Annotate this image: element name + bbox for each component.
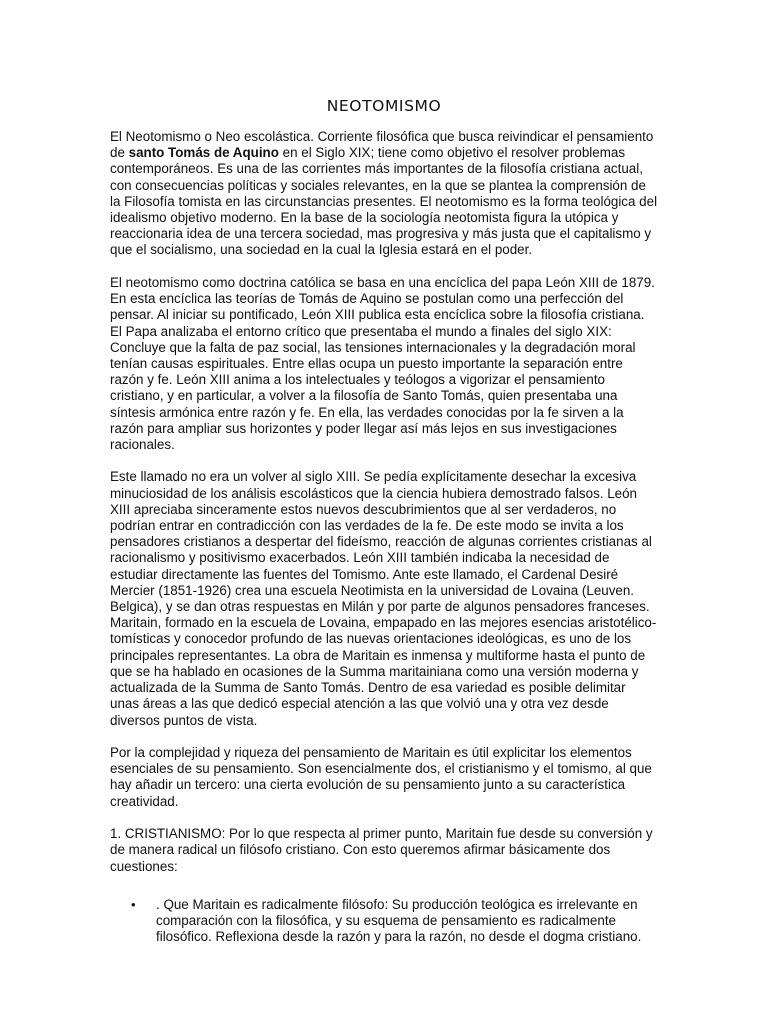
paragraph-enciclica: El neotomismo como doctrina católica se basa en una encíclica del papa León XIII de 1879. En esta encíclica las teorías de Tomás de Aquino se postulan como una perfección del pensar. Al iniciar su pontificado, León XIII publica esta encíclica sobre la filosofía cristiana. El Papa analizaba el entorno crítico que presentaba el mundo a finales del siglo XIX: Concluye que la falta de paz social, las tensiones internacionales y la degradación moral tenían causas espirituales. Entre ellas ocupa un puesto importante la separación entre razón y fe. León XIII anima a los intelectuales y teólogos a vigorizar el pensamiento cristiano, y en particular, a volver a la filosofía de Santo Tomás, quien presentaba una síntesis armónica entre razón y fe. En ella, las verdades conocidas por la fe sirven a la razón para ampliar sus horizontes y poder llegar así más lejos en sus investigaciones racionales. (110, 274, 655, 452)
bold-name-santo-tomas: santo Tomás de Aquino (128, 145, 279, 161)
bullet-list (110, 897, 658, 946)
paragraph-cristianismo: 1. CRISTIANISMO: Por lo que respecta al primer punto, Maritain fue desde su conversión y de manera radical un filósofo cristiano. Con esto queremos afirmar básicamente dos cuestiones: (110, 826, 653, 874)
paragraph-intro-start: El Neotomismo o Neo escolástica. Corriente filosófica que busca reivindicar el pensamiento de (110, 129, 654, 161)
document-title: NEOTOMISMO (326, 97, 442, 115)
paragraph-llamado: Este llamado no era un volver al siglo XIII. Se pedía explícitamente desechar la excesiva minuciosidad de los análisis escolásticos que la ciencia hubiera demostrado falsos. León XIII apreciaba sinceramente estos nuevos descubrimientos que al ser verdaderos, no podrían entrar en contradicción con las verdades de la fe. De este modo se invita a los pensadores cristianos a despertar del fideísmo, reacción de algunas corrientes cristianas al racionalismo y positivismo exacerbados. León XIII también indicaba la necesidad de estudiar directamente las fuentes del Tomismo. Ante este llamado, el Cardenal Desiré Mercier (1851-1926) crea una escuela Neotimista en la universidad de Lovaina (Leuven. Belgica), y se dan otras respuestas en Milán y por parte de algunos pensadores franceses. Maritain, formado en la escuela de Lovaina, empapado en las mejores esencias aristotélico-tomísticas y conocedor profundo de las nuevas orientaciones ideológicas, es uno de los principales representantes. La obra de Maritain es inmensa y multiforme hasta el punto de que se ha hablado en ocasiones de la Summa maritainiana como una versión moderna y actualizada de la Summa de Santo Tomás. Dentro de esa variedad es posible delimitar unas áreas a las que dedicó especial atención a las que volvió una y otra vez desde diversos puntos de vista. (110, 469, 657, 728)
paragraph-intro-rest: en el Siglo XIX; tiene como objetivo el resolver problemas contemporáneos. Es una de las corrientes más importantes de la filosofía cristiana actual, con consecuencias políticas y sociales relevantes, en la que se plantea la comprensión de la Filosofía tomista en las circunstancias presentes. El neotomismo es la forma teológica del idealismo objetivo moderno. En la base de la sociología neotomista figura la utópica y reaccionaria idea de una tercera sociedad, mas progresiva y más justa que el capitalismo y que el socialismo, una sociedad en la cual la Iglesia estará en el poder. (110, 145, 658, 258)
list-item (110, 897, 658, 946)
list-item-text: . Que Maritain es radicalmente filósofo: Su producción teológica es irrelevante en comparación con la filosófica, y su esquema de pensamiento es radicalmente filosófico. Reflexiona desde la razón y para la razón, no desde el dogma cristiano. (156, 896, 642, 945)
bullet-icon: • (131, 896, 136, 912)
paragraph-intro (110, 129, 658, 259)
paragraph-maritain: Por la complejidad y riqueza del pensamiento de Maritain es útil explicitar los elementos esenciales de su pensamiento. Son esencialmente dos, el cristianismo y el tomismo, al que hay añadir un tercero: una cierta evolución de su pensamiento junto a su característica creatividad. (110, 745, 652, 809)
document-body (110, 129, 658, 945)
